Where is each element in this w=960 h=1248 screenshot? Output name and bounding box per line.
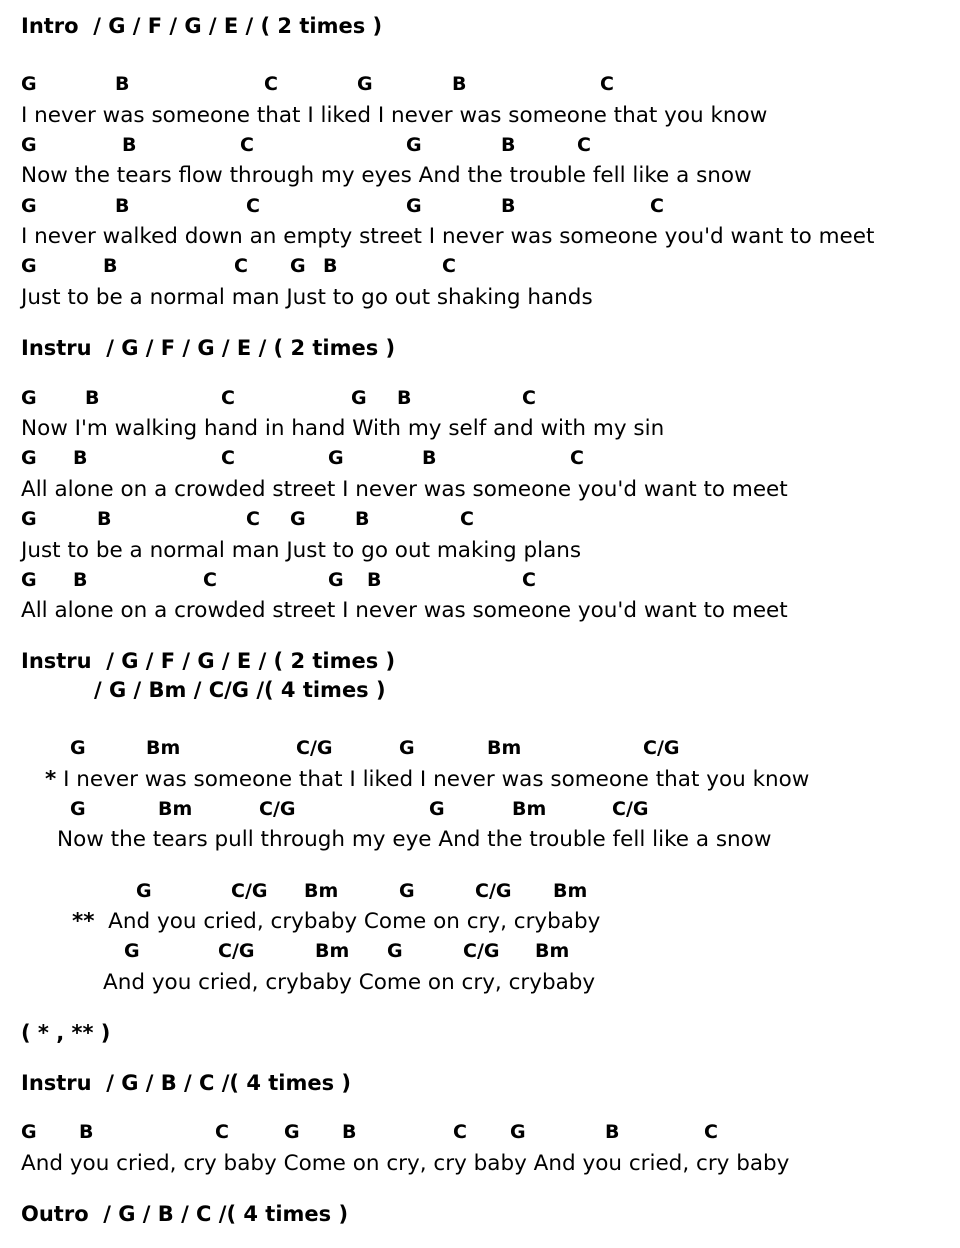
chord: B — [73, 569, 88, 591]
chord: G — [406, 134, 422, 156]
chord: C — [264, 73, 278, 95]
lyric-line: And you cried, cry baby Come on cry, cry baby And you cried, cry baby — [21, 1151, 790, 1176]
chord: C — [246, 195, 260, 217]
chord: C — [234, 255, 248, 277]
chord: G — [124, 940, 140, 962]
lyric-text: I never was someone that I liked I never was someone that you know — [63, 767, 810, 792]
chord: C/G — [643, 737, 680, 759]
chord: G — [21, 1121, 37, 1143]
chord: B — [103, 255, 118, 277]
chord: C/G — [231, 880, 268, 902]
chord: G — [328, 569, 344, 591]
lyric-line: I never walked down an empty street I never was someone you'd want to meet — [21, 224, 875, 249]
chord: C — [650, 195, 664, 217]
chord-line — [0, 197, 960, 221]
chord: B — [85, 387, 100, 409]
chord-line — [0, 75, 960, 99]
outro-heading: Outro / G / B / C /( 4 times ) — [21, 1202, 349, 1226]
lyric-text: And you cried, crybaby Come on cry, crybaby — [108, 909, 601, 934]
chord: Bm — [553, 880, 588, 902]
chord: G — [290, 255, 306, 277]
chord: Bm — [535, 940, 570, 962]
lyric-line: All alone on a crowded street I never was someone you'd want to meet — [21, 598, 788, 623]
chord: C — [600, 73, 614, 95]
chord: G — [387, 940, 403, 962]
chord: G — [136, 880, 152, 902]
lyric-line — [72, 911, 600, 933]
chord-line — [0, 136, 960, 160]
chord: C/G — [612, 798, 649, 820]
chord: B — [79, 1121, 94, 1143]
chord: B — [397, 387, 412, 409]
chord: C/G — [475, 880, 512, 902]
chord: C — [522, 387, 536, 409]
chord: C — [453, 1121, 467, 1143]
chord: G — [21, 73, 37, 95]
chord: C — [460, 508, 474, 530]
chord: G — [21, 195, 37, 217]
chord: G — [21, 134, 37, 156]
chord: G — [21, 508, 37, 530]
chord: C/G — [296, 737, 333, 759]
chord-line — [0, 882, 960, 906]
repeat-marker: ( * , ** ) — [21, 1021, 111, 1045]
intro-heading: Intro / G / F / G / E / ( 2 times ) — [21, 14, 383, 38]
chord: C — [570, 447, 584, 469]
chord: C — [704, 1121, 718, 1143]
chord-line — [0, 389, 960, 413]
chord: B — [115, 73, 130, 95]
chord: G — [328, 447, 344, 469]
chord-line — [0, 739, 960, 763]
chord-line — [0, 510, 960, 534]
chord: Bm — [146, 737, 181, 759]
chord: G — [21, 447, 37, 469]
chord: G — [429, 798, 445, 820]
chord: B — [355, 508, 370, 530]
chord-line — [0, 257, 960, 281]
chord: B — [122, 134, 137, 156]
chord: B — [342, 1121, 357, 1143]
chord: C — [215, 1121, 229, 1143]
lyric-line: Now the tears flow through my eyes And the trouble fell like a snow — [21, 163, 752, 188]
chord: Bm — [158, 798, 193, 820]
chord: C — [221, 447, 235, 469]
chord: G — [284, 1121, 300, 1143]
instru-heading: Instru / G / B / C /( 4 times ) — [21, 1071, 352, 1095]
chord-line — [0, 571, 960, 595]
lyric-line: Just to be a normal man Just to go out shaking hands — [21, 285, 593, 310]
chord: C — [203, 569, 217, 591]
chord: Bm — [304, 880, 339, 902]
chord: C — [577, 134, 591, 156]
chord: Bm — [512, 798, 547, 820]
lyric-line — [45, 769, 809, 791]
chord: G — [21, 569, 37, 591]
lyric-line: All alone on a crowded street I never was someone you'd want to meet — [21, 477, 788, 502]
chord: C — [240, 134, 254, 156]
chord: G — [399, 880, 415, 902]
chord: B — [452, 73, 467, 95]
instru-heading: Instru / G / F / G / E / ( 2 times ) — [21, 649, 396, 673]
chord: B — [115, 195, 130, 217]
chord: B — [367, 569, 382, 591]
chord: G — [357, 73, 373, 95]
lyric-line: Now the tears pull through my eye And the trouble fell like a snow — [57, 827, 772, 852]
chord: G — [351, 387, 367, 409]
chord: B — [97, 508, 112, 530]
lyric-line: And you cried, crybaby Come on cry, crybaby — [103, 970, 596, 995]
chord: G — [406, 195, 422, 217]
chord: C — [221, 387, 235, 409]
chord: B — [422, 447, 437, 469]
lyric-line: Now I'm walking hand in hand With my self and with my sin — [21, 416, 665, 441]
lyric-line: I never was someone that I liked I never was someone that you know — [21, 103, 768, 128]
chord-line — [0, 800, 960, 824]
chord: G — [510, 1121, 526, 1143]
chord: C/G — [218, 940, 255, 962]
chord: C/G — [259, 798, 296, 820]
chord: G — [21, 387, 37, 409]
chord: G — [70, 737, 86, 759]
chord: G — [290, 508, 306, 530]
chord: G — [70, 798, 86, 820]
chord: C — [522, 569, 536, 591]
instru-heading-sub: / G / Bm / C/G /( 4 times ) — [94, 678, 386, 702]
chord: G — [21, 255, 37, 277]
chord: G — [399, 737, 415, 759]
chord-line — [0, 942, 960, 966]
chord-line — [0, 449, 960, 473]
chord: B — [73, 447, 88, 469]
chord: C — [246, 508, 260, 530]
chord: B — [501, 134, 516, 156]
chord: B — [605, 1121, 620, 1143]
instru-heading: Instru / G / F / G / E / ( 2 times ) — [21, 336, 396, 360]
chorus-marker: * — [45, 767, 57, 792]
chord: C/G — [463, 940, 500, 962]
chord-line — [0, 1123, 960, 1147]
chord: Bm — [487, 737, 522, 759]
chord: B — [501, 195, 516, 217]
chord: B — [323, 255, 338, 277]
chord: Bm — [315, 940, 350, 962]
chord: C — [442, 255, 456, 277]
bridge-marker: ** — [72, 909, 95, 934]
lyric-line: Just to be a normal man Just to go out making plans — [21, 538, 582, 563]
